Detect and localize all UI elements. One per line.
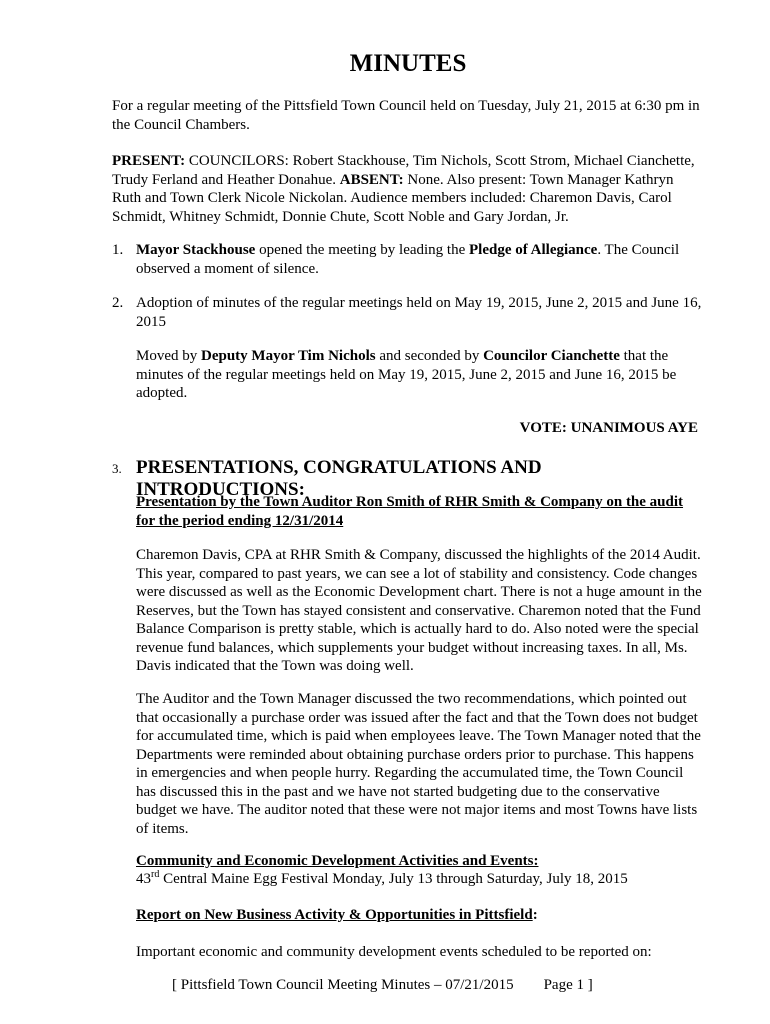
egg-festival-text [136,870,704,889]
motion-paragraph [136,347,704,403]
present-label: PRESENT: [112,153,186,169]
seconder-name: Councilor Cianchette [483,348,620,364]
page-title: MINUTES [349,50,467,77]
motion-pre: Moved by [136,348,201,364]
item-2-text: Adoption of minutes of the regular meetings held on May 19, 2015, June 2, 2015 and June 16, 2015 [136,295,702,330]
audit-highlights-paragraph: Charemon Davis, CPA at RHR Smith & Company, discussed the highlights of the 2014 Audit. This year, compared to past years, we can see a lot of stability and consistency. Code changes were discussed as well as the Economic Development chart. There is not a huge amount in the Reserves, but the Town has stayed consistent and conservative. Charemon noted that the Fund Balance Comparison is pretty stable, which is actually hard to do. Also noted were the special revenue fund balances, which supplements your budget without increasing taxes. In all, Ms. Davis indicated that the Town was doing well. [136,547,702,674]
intro-paragraph: For a regular meeting of the Pittsfield Town Council held on Tuesday, July 21, 2015 at 6:30 pm in the Council Chambers. [112,98,700,133]
absent-label: ABSENT: [339,171,404,188]
new-business-heading [136,906,704,925]
councilors-text: COUNCILORS: Robert Stackhouse, Tim Nichols, Scott Strom, Michael Cianchette, Trudy Ferland and Heather Donahue. [112,153,695,188]
motion-mid: and seconded by [375,348,484,364]
item-3-heading: PRESENTATIONS, CONGRATULATIONS AND INTRODUCTIONS: [136,457,542,500]
new-business-heading-colon: : [532,907,538,923]
event-ordinal: 43 [136,871,151,887]
item-1-text [136,241,704,278]
auditor-presentation-heading: Presentation by the Town Auditor Ron Smith of RHR Smith & Company on the audit for the period ending 12/31/2014 [136,494,684,529]
community-events-heading: Community and Economic Development Activities and Events: [136,853,539,869]
item-1-text-a: opened the meeting by leading the [255,242,469,258]
attendance-paragraph [112,152,704,226]
event-ordinal-suffix: rd [151,869,160,880]
attendance-rest: None. Also present: Town Manager Kathryn Ruth and Town Clerk Nicole Nickolan. Audience members included: Charemon Davis, Carol Schmidt, Whitney Schmidt, Donnie Chute, Scott Noble and Gary Jordan, Jr. [112,171,674,225]
item-2-number: 2. [112,295,124,311]
events-intro-paragraph: Important economic and community development events scheduled to be reported on: [136,944,652,960]
mover-name: Deputy Mayor Tim Nichols [201,348,376,364]
motion-post: that the minutes of the regular meetings held on May 19, 2015, June 2, 2015 and June 16, 2015 be adopted. [136,348,677,401]
mayor-name: Mayor Stackhouse [136,242,256,258]
page-footer: [ Pittsfield Town Council Meeting Minutes – 07/21/2015 Page 1 ] [172,977,593,993]
new-business-heading-text: Report on New Business Activity & Opportunities in Pittsfield [136,907,533,923]
event-text: Central Maine Egg Festival Monday, July 13 through Saturday, July 18, 2015 [159,871,628,887]
vote-result: VOTE: UNANIMOUS AYE [519,420,698,436]
pledge-text: Pledge of Allegiance [469,242,598,258]
item-1-text-b: . The Council observed a moment of silence. [136,242,680,277]
item-1-number: 1. [112,242,124,258]
item-3-number: 3. [112,461,122,476]
recommendations-paragraph: The Auditor and the Town Manager discussed the two recommendations, which pointed out that occasionally a purchase order was issued after the fact and that the Town does not budget for accumulated time, which is paid when employees leave. The Town Manager noted that the Departments were reminded about obtaining purchase orders prior to purchase. This happens in emergencies and when people hurry. Regarding the accumulated time, the Town Council has discussed this in the past and we have not started budgeting due to the conservative budget we have. The auditor noted that these were not major items and most Towns have lists of items. [136,691,701,837]
